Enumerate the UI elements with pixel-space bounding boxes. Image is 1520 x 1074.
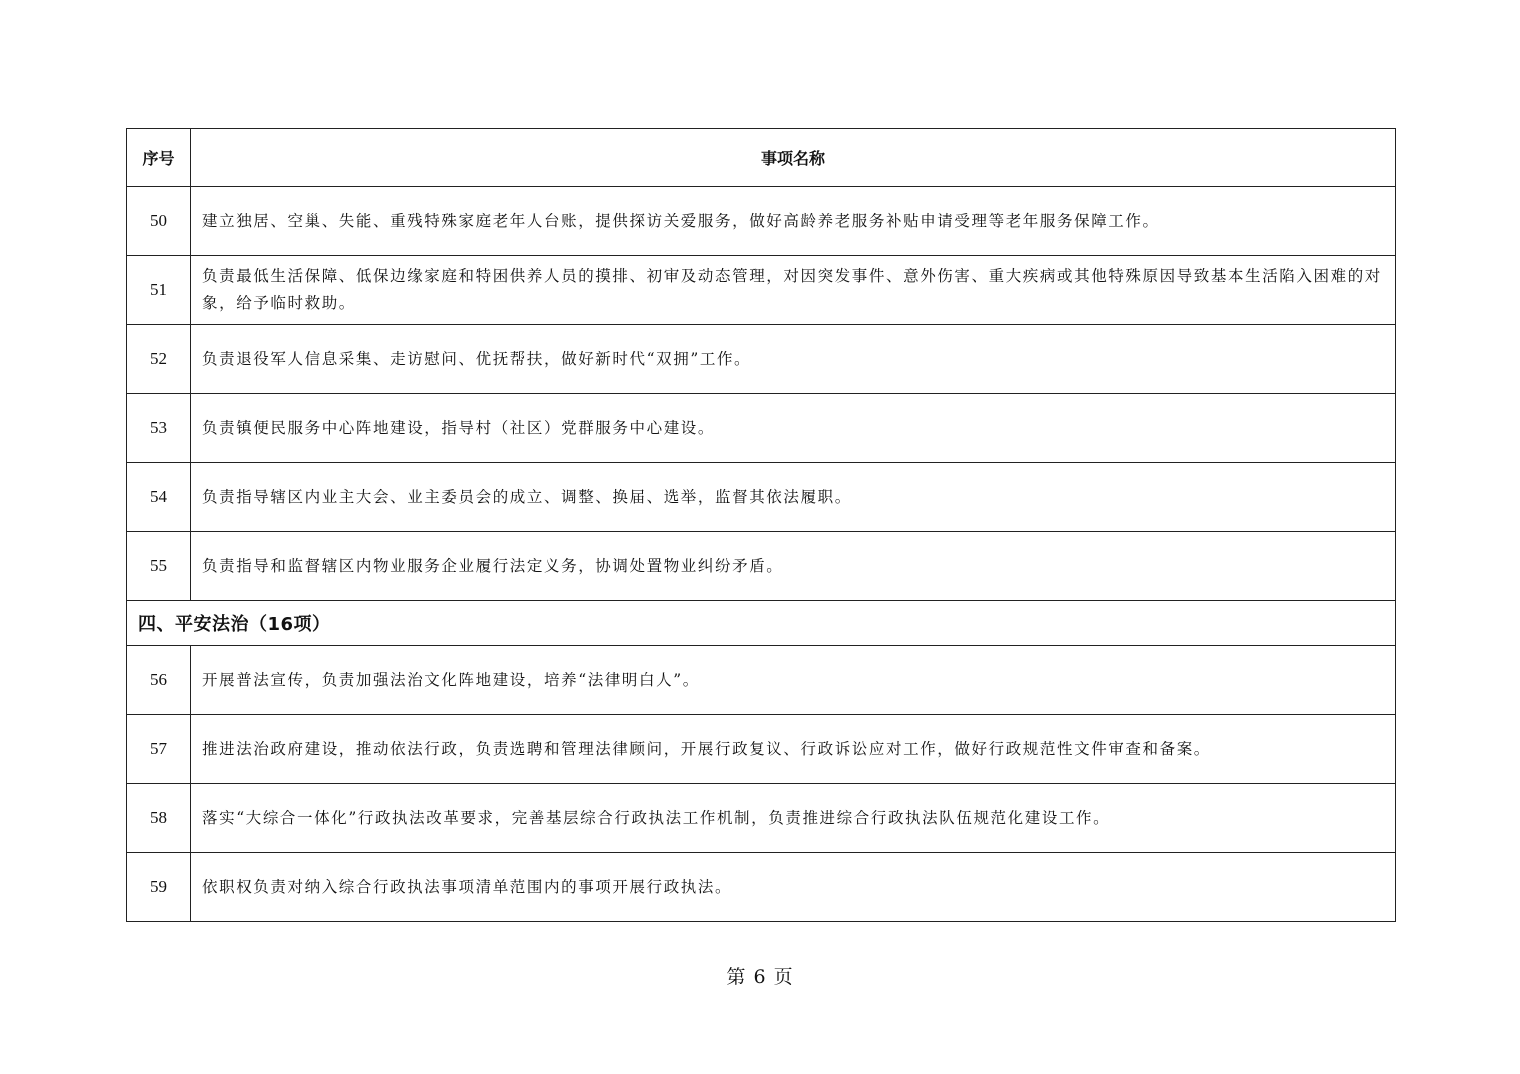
table-row xyxy=(127,187,1396,256)
table-row xyxy=(127,325,1396,394)
row-item-name: 落实“大综合一体化”行政执法改革要求，完善基层综合行政执法工作机制，负责推进综合行政执法队伍规范化建设工作。 xyxy=(191,784,1396,853)
row-serial-number: 51 xyxy=(127,256,191,325)
row-serial-number: 57 xyxy=(127,715,191,784)
row-serial-number: 56 xyxy=(127,646,191,715)
table-row xyxy=(127,646,1396,715)
row-item-name: 建立独居、空巢、失能、重残特殊家庭老年人台账，提供探访关爱服务，做好高龄养老服务补贴申请受理等老年服务保障工作。 xyxy=(191,187,1396,256)
table-row xyxy=(127,853,1396,922)
row-item-name: 推进法治政府建设，推动依法行政，负责选聘和管理法律顾问，开展行政复议、行政诉讼应对工作，做好行政规范性文件审查和备案。 xyxy=(191,715,1396,784)
page-number: 第 6 页 xyxy=(726,966,794,988)
row-item-name: 负责指导辖区内业主大会、业主委员会的成立、调整、换届、选举，监督其依法履职。 xyxy=(191,463,1396,532)
section-heading-row xyxy=(127,601,1396,646)
header-item-name: 事项名称 xyxy=(191,129,1396,187)
table-row xyxy=(127,532,1396,601)
items-table xyxy=(126,128,1396,922)
table-row xyxy=(127,256,1396,325)
table-row xyxy=(127,463,1396,532)
row-serial-number: 53 xyxy=(127,394,191,463)
row-item-name: 负责镇便民服务中心阵地建设，指导村（社区）党群服务中心建设。 xyxy=(191,394,1396,463)
row-serial-number: 58 xyxy=(127,784,191,853)
row-serial-number: 52 xyxy=(127,325,191,394)
row-item-name: 开展普法宣传，负责加强法治文化阵地建设，培养“法律明白人”。 xyxy=(191,646,1396,715)
row-serial-number: 54 xyxy=(127,463,191,532)
row-serial-number: 55 xyxy=(127,532,191,601)
row-item-name: 负责退役军人信息采集、走访慰问、优抚帮扶，做好新时代“双拥”工作。 xyxy=(191,325,1396,394)
row-item-name: 负责最低生活保障、低保边缘家庭和特困供养人员的摸排、初审及动态管理，对因突发事件、意外伤害、重大疾病或其他特殊原因导致基本生活陷入困难的对象，给予临时救助。 xyxy=(191,256,1396,325)
header-serial-number: 序号 xyxy=(127,129,191,187)
row-serial-number: 50 xyxy=(127,187,191,256)
row-item-name: 依职权负责对纳入综合行政执法事项清单范围内的事项开展行政执法。 xyxy=(191,853,1396,922)
row-item-name: 负责指导和监督辖区内物业服务企业履行法定义务，协调处置物业纠纷矛盾。 xyxy=(191,532,1396,601)
table-row xyxy=(127,715,1396,784)
row-serial-number: 59 xyxy=(127,853,191,922)
table-header-row xyxy=(127,129,1396,187)
section-title: 四、平安法治（16项） xyxy=(127,601,1396,646)
table-row xyxy=(127,394,1396,463)
table-row xyxy=(127,784,1396,853)
